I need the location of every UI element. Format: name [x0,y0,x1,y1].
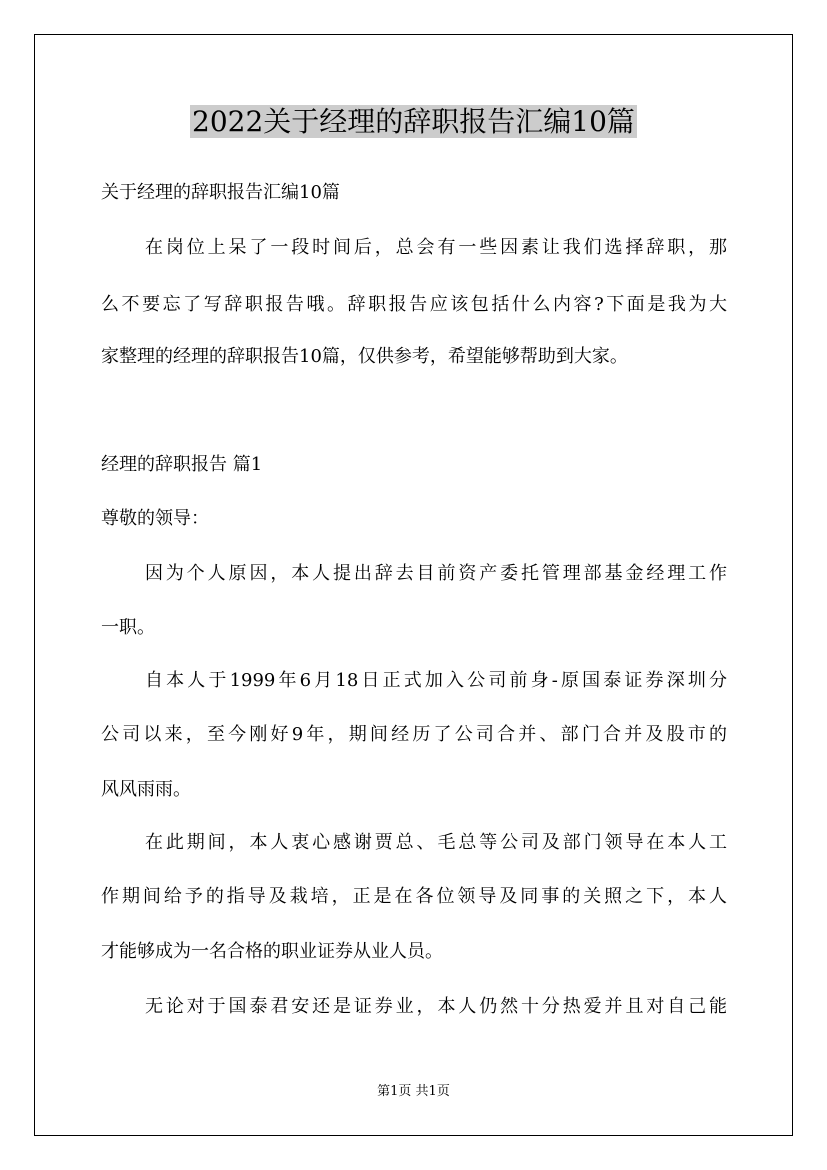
paragraph2-line-1: 自本人于1999年6月18日正式加入公司前身-原国泰证券深圳分 [145,670,727,691]
document-title-text: 2022关于经理的辞职报告汇编10篇 [192,105,635,138]
document-title [0,100,827,144]
paragraph2-line-2: 公司以来，至今刚好9年，期间经历了公司合并、部门合并及股市的 [101,724,727,745]
intro-line-1: 在岗位上呆了一段时间后，总会有一些因素让我们选择辞职，那 [145,237,727,258]
paragraph3-line-1: 在此期间，本人衷心感谢贾总、毛总等公司及部门领导在本人工 [145,832,727,853]
page-footer: 第1页 共1页 [377,1084,450,1099]
document-subtitle: 关于经理的辞职报告汇编10篇 [101,182,340,203]
intro-line-3: 家整理的经理的辞职报告10篇，仅供参考，希望能够帮助到大家。 [101,346,628,367]
paragraph1-line-2: 一职。 [101,617,155,638]
section-heading: 经理的辞职报告 篇1 [101,454,263,475]
paragraph3-line-2: 作期间给予的指导及栽培，正是在各位领导及同事的关照之下，本人 [101,886,727,907]
salutation: 尊敬的领导： [101,508,209,529]
intro-line-2: 么不要忘了写辞职报告哦。辞职报告应该包括什么内容?下面是我为大 [101,294,727,315]
paragraph1-line-1: 因为个人原因，本人提出辞去目前资产委托管理部基金经理工作 [145,563,727,584]
paragraph3-line-3: 才能够成为一名合格的职业证券从业人员。 [101,941,443,962]
paragraph2-line-3: 风风雨雨。 [101,779,191,800]
paragraph4-line-1: 无论对于国泰君安还是证券业，本人仍然十分热爱并且对自己能 [145,996,727,1017]
